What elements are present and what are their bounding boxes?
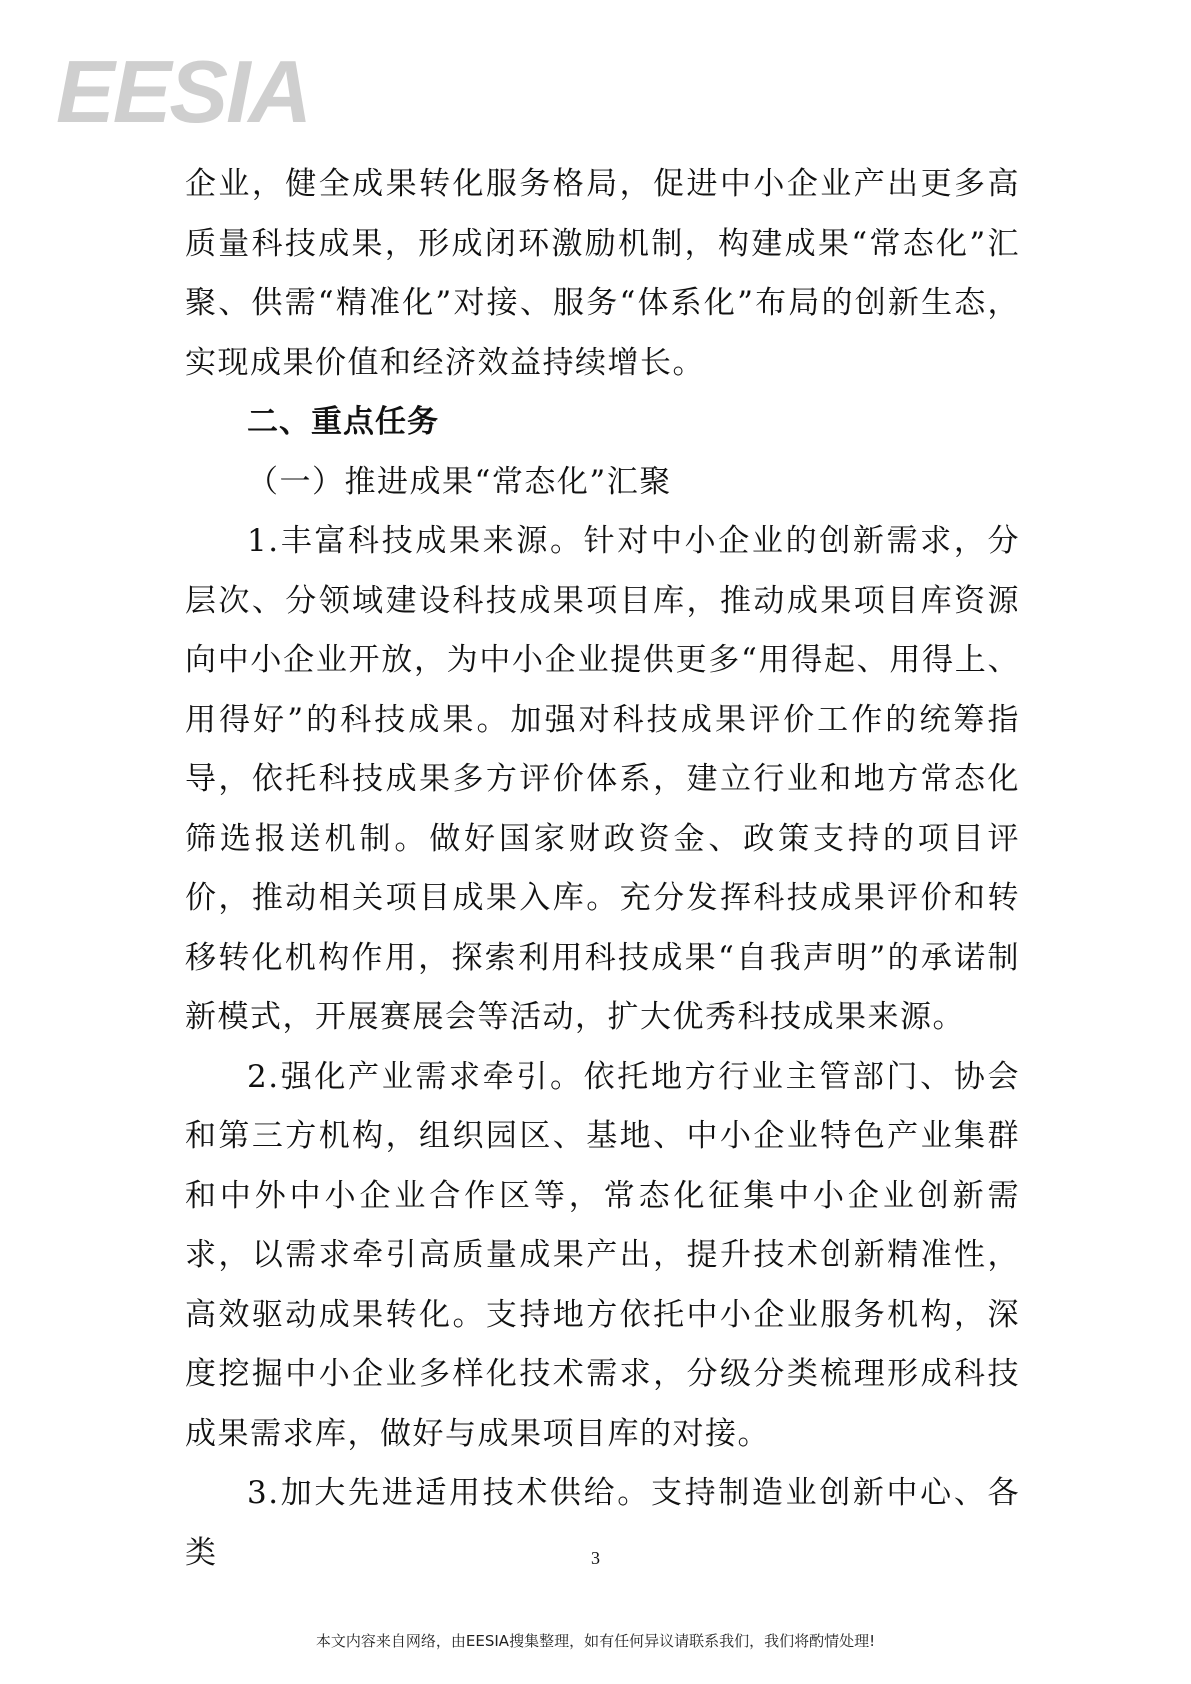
- subsection-heading-1: （一）推进成果“常态化”汇聚: [247, 463, 672, 500]
- section-heading-key-tasks: 二、重点任务: [247, 404, 439, 440]
- page-number: 3: [591, 1548, 600, 1568]
- document-body: [185, 155, 1020, 1583]
- paragraph-item-3: 3.加大先进适用技术供给。支持制造业创新中心、各类: [185, 1475, 1020, 1571]
- footer-disclaimer: 本文内容来自网络，由EESIA搜集整理，如有任何异议请联系我们，我们将酌情处理!: [315, 1632, 876, 1650]
- paragraph-intro-continuation: 企业，健全成果转化服务格局，促进中小企业产出更多高质量科技成果，形成闭环激励机制，构建成果“常态化”汇聚、供需“精准化”对接、服务“体系化”布局的创新生态，实现成果价值和经济效益持续增长。: [185, 166, 1020, 381]
- paragraph-item-2: 2.强化产业需求牵引。依托地方行业主管部门、协会和第三方机构，组织园区、基地、中小企业特色产业集群和中外中小企业合作区等，常态化征集中小企业创新需求，以需求牵引高质量成果产出，提升技术创新精准性，高效驱动成果转化。支持地方依托中小企业服务机构，深度挖掘中小企业多样化技术需求，分级分类梳理形成科技成果需求库，做好与成果项目库的对接。: [185, 1058, 1020, 1452]
- paragraph-item-1: 1.丰富科技成果来源。针对中小企业的创新需求，分层次、分领域建设科技成果项目库，推动成果项目库资源向中小企业开放，为中小企业提供更多“用得起、用得上、用得好”的科技成果。加强对科技成果评价工作的统筹指导，依托科技成果多方评价体系，建立行业和地方常态化筛选报送机制。做好国家财政资金、政策支持的项目评价，推动相关项目成果入库。充分发挥科技成果评价和转移转化机构作用，探索利用科技成果“自我声明”的承诺制新模式，开展赛展会等活动，扩大优秀科技成果来源。: [185, 523, 1020, 1035]
- eesia-logo: EESIA: [56, 42, 311, 141]
